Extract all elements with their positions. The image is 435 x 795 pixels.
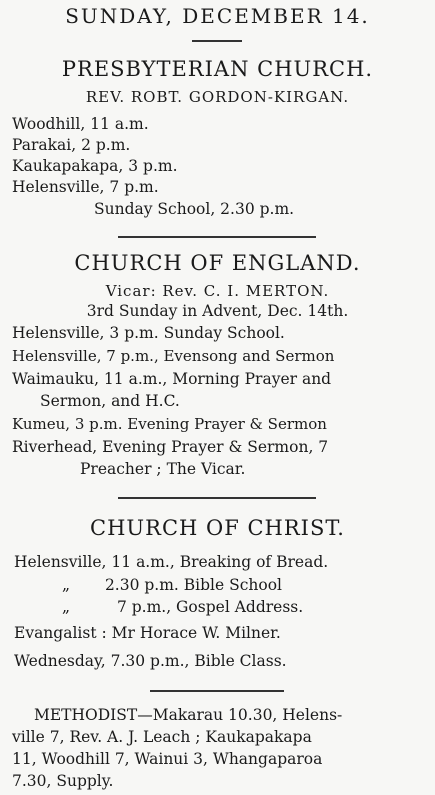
church-of-christ-line [62,578,282,594]
church-of-england-line: Helensville, 3 p.m. Sunday School. [12,324,285,342]
church-of-england-line: Kumeu, 3 p.m. Evening Prayer & Sermon [12,415,327,433]
church-of-england-line: Waimauku, 11 a.m., Morning Prayer and [12,370,332,388]
church-of-christ-evangelist: Evangalist : Mr Horace W. Milner. [14,624,281,642]
ditto-mark: „ [62,576,71,594]
church-of-england-vicar: Vicar: Rev. C. I. MERTON. [105,282,330,300]
church-of-christ-line [62,600,303,616]
ditto-mark: „ [62,598,71,616]
divider [118,236,316,238]
church-of-england-line: Riverhead, Evening Prayer & Sermon, 7 [12,438,329,456]
date-heading: SUNDAY, DECEMBER 14. [65,4,370,28]
presbyterian-service: Woodhill, 11 a.m. [12,115,149,133]
presbyterian-service: Kaukapakapa, 3 p.m. [12,157,178,175]
presbyterian-service: Helensville, 7 p.m. [12,178,159,196]
church-of-england-advent: 3rd Sunday in Advent, Dec. 14th. [86,302,349,320]
church-of-christ-title: CHURCH OF CHRIST. [90,516,345,540]
presbyterian-service: Parakai, 2 p.m. [12,136,131,154]
church-of-england-line: Helensville, 7 p.m., Evensong and Sermon [12,347,335,365]
divider [192,40,242,42]
methodist-line: ville 7, Rev. A. J. Leach ; Kaukapakapa [12,728,312,746]
church-of-england-line: Sermon, and H.C. [40,392,180,410]
church-of-christ-line: Helensville, 11 a.m., Breaking of Bread. [14,553,329,571]
methodist-line: 7.30, Supply. [12,772,114,790]
church-of-christ-line-text: 7 p.m., Gospel Address. [116,598,304,616]
methodist-line: METHODIST—Makarau 10.30, Helens- [34,706,343,724]
presbyterian-minister: REV. ROBT. GORDON-KIRGAN. [85,88,350,106]
church-of-england-preacher: Preacher ; The Vicar. [80,460,246,478]
church-of-christ-line-text: 2.30 p.m. Bible School [104,576,283,594]
presbyterian-sunday-school: Sunday School, 2.30 p.m. [94,200,295,218]
methodist-line: 11, Woodhill 7, Wainui 3, Whangaparoa [12,750,323,768]
presbyterian-title: PRESBYTERIAN CHURCH. [61,57,374,81]
divider [150,690,284,692]
divider [118,497,316,499]
church-of-christ-wednesday: Wednesday, 7.30 p.m., Bible Class. [14,652,287,670]
church-of-england-title: CHURCH OF ENGLAND. [74,251,361,275]
